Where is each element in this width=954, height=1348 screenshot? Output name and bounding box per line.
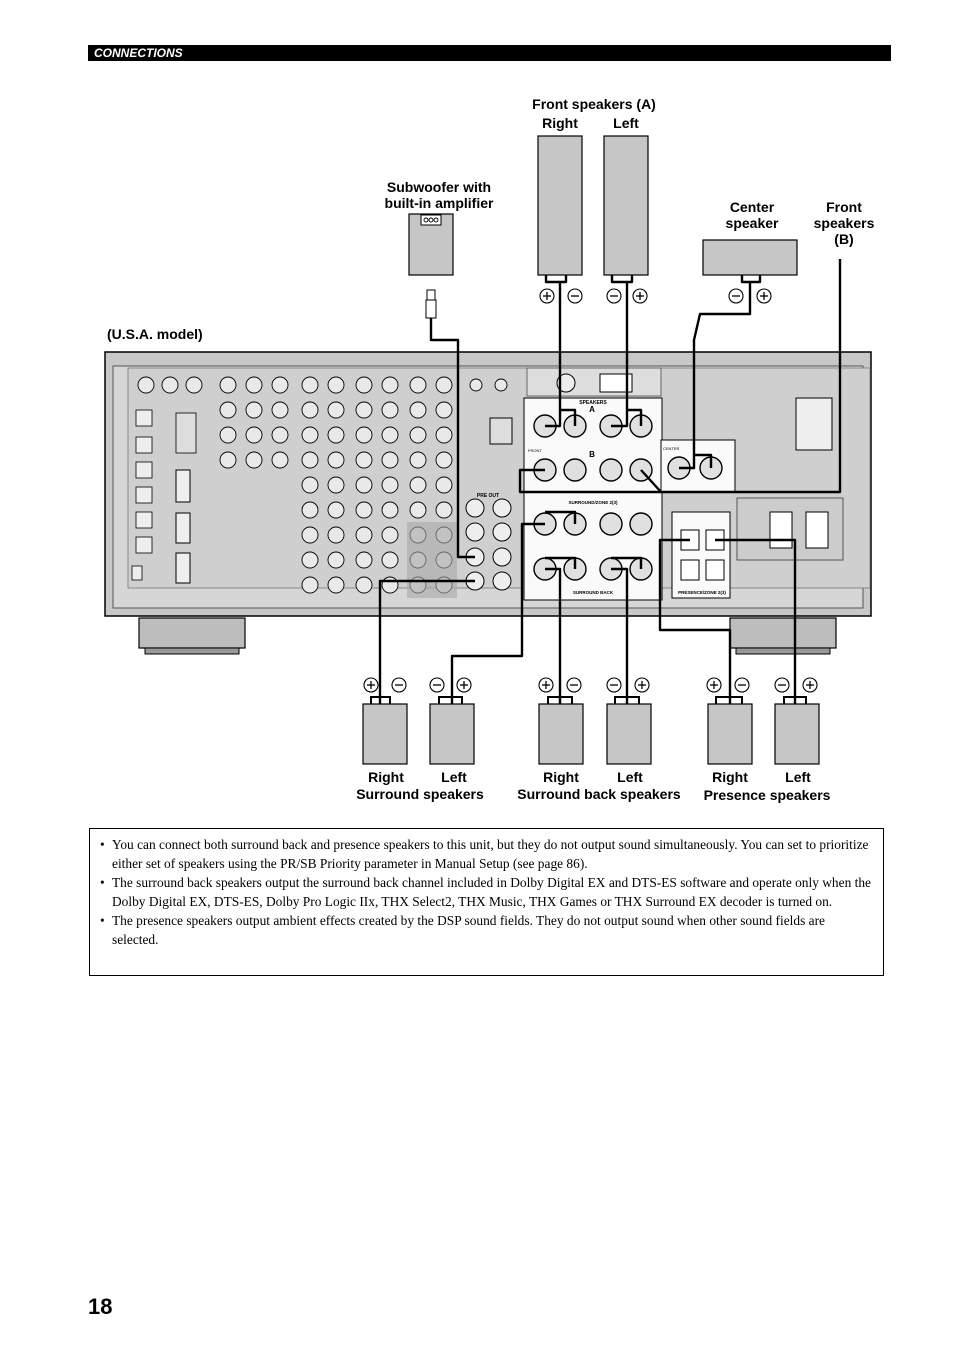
presence-left-speaker — [775, 704, 819, 764]
panel-label-b: B — [589, 450, 595, 459]
panel-label-front: FRONT — [528, 448, 542, 453]
note-text: The presence speakers output ambient effects created by the DSP sound fields. They do not output sound when other sound fields are selected. — [112, 913, 825, 947]
panel-label-speakers: SPEAKERS — [579, 400, 607, 406]
subwoofer-label-line2: built-in amplifier — [384, 195, 494, 211]
surround-left-label: Left — [441, 769, 467, 785]
surround-group-label: Surround speakers — [356, 786, 484, 802]
surround-back-group-label: Surround back speakers — [517, 786, 681, 802]
panel-label-pre-out: PRE OUT — [476, 493, 500, 499]
presence-left-label: Left — [785, 769, 811, 785]
subwoofer-label-line1: Subwoofer with — [386, 179, 492, 195]
panel-label-surround-back: SURROUND BACK — [572, 590, 614, 595]
center-label-line2: speaker — [725, 215, 779, 231]
surround-left-speaker — [430, 704, 474, 764]
front-a-left-label: Left — [613, 115, 639, 131]
front-a-right-label: Right — [542, 115, 578, 131]
presence-right-label: Right — [712, 769, 748, 785]
surround-back-left-label: Left — [617, 769, 643, 785]
notes-list — [100, 835, 873, 949]
surround-back-left-speaker — [607, 704, 651, 764]
front-a-right-speaker — [538, 136, 582, 275]
surround-back-right-speaker — [539, 704, 583, 764]
surround-back-right-label: Right — [543, 769, 579, 785]
front-a-left-speaker — [604, 136, 648, 275]
surround-right-speaker — [363, 704, 407, 764]
note-text: You can connect both surround back and presence speakers to this unit, but they do not output sound simultaneously. You can set to prioritize either set of speakers using the PR/SB Priority parameter in Manual Setup (see page 86). — [112, 837, 869, 871]
presence-right-speaker — [708, 704, 752, 764]
presence-group-label: Presence speakers — [703, 787, 831, 803]
panel-label-surround-zone: SURROUND/ZONE 2(3) — [568, 500, 618, 505]
front-b-label-line1: Front — [826, 199, 862, 215]
front-b-label-line2: speakers — [813, 215, 875, 231]
note-item: • You can connect both surround back and presence speakers to this unit, but they do not output sound simultaneously. You can set to prioritize either set of speakers using the PR/SB Priority parameter in Manual Setup (see page 86). — [100, 837, 869, 871]
surround-right-label: Right — [368, 769, 404, 785]
front-a-title: Front speakers (A) — [532, 96, 656, 112]
panel-label-a: A — [589, 405, 595, 414]
note-item: • The presence speakers output ambient effects created by the DSP sound fields. They do not output sound when other sound fields are selected. — [100, 913, 825, 947]
notes-box — [89, 828, 884, 976]
front-b-label-line3: (B) — [834, 231, 854, 247]
note-item: • The surround back speakers output the surround back channel included in Dolby Digital EX and DTS-ES software and operate only when the Dolby Digital EX, DTS-ES, Dolby Pro Logic IIx, THX Select2, THX Music, THX Games or THX Surround EX decoder is turned on. — [100, 875, 871, 909]
center-label-line1: Center — [729, 199, 775, 215]
center-speaker — [703, 240, 797, 275]
model-label: (U.S.A. model) — [107, 326, 203, 342]
panel-label-presence-zone: PRESENCE/ZONE 2(3) — [678, 590, 726, 595]
note-text: The surround back speakers output the surround back channel included in Dolby Digital EX and DTS-ES software and operate only when the Dolby Digital EX, DTS-ES, Dolby Pro Logic IIx, THX Select2, THX Music, THX Games or THX Surround EX decoder is turned on. — [112, 875, 871, 909]
page-number: 18 — [88, 1294, 113, 1319]
panel-label-center: CENTER — [663, 446, 680, 451]
receiver-rear-panel — [105, 352, 871, 654]
section-title: CONNECTIONS — [94, 46, 183, 60]
